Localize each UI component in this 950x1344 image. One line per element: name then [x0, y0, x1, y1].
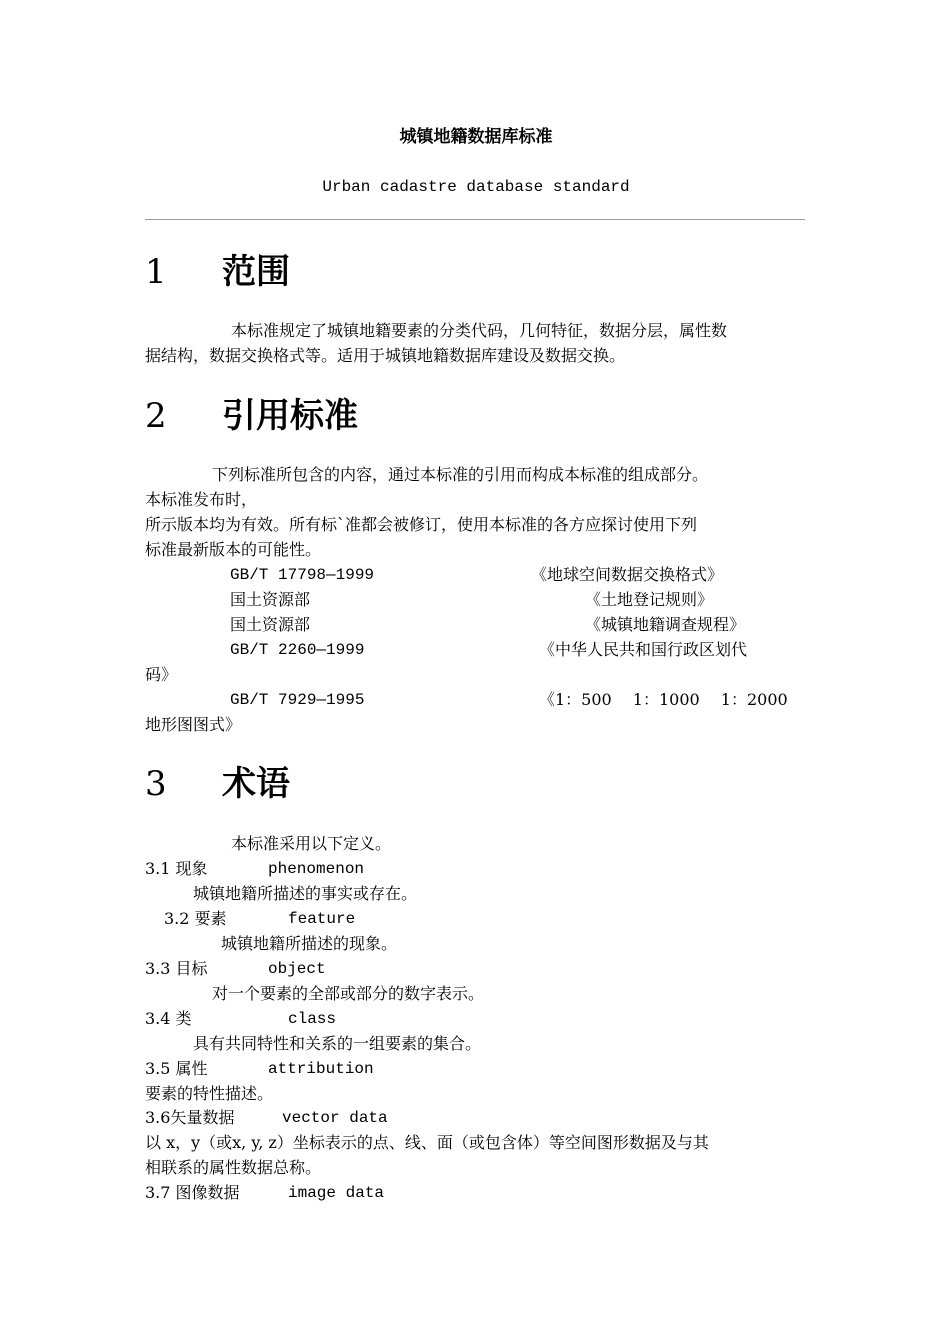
term-id: 3.2 要素 — [164, 909, 227, 928]
reference-title: 《地球空间数据交换格式》 — [531, 565, 724, 584]
term-english: feature — [288, 910, 356, 928]
section-title: 引用标准 — [222, 396, 358, 436]
term-definition: 具有共同特性和关系的一组要素的集合。 — [193, 1034, 482, 1053]
paragraph-line: 本标准规定了城镇地籍要素的分类代码，几何特征，数据分层，属性数 — [231, 321, 728, 340]
section-number: 3 — [145, 764, 167, 804]
reference-title: 《城镇地籍调查规程》 — [585, 615, 746, 634]
reference-code: GB/T 2260—1999 — [230, 641, 365, 659]
reference-title-continuation: 地形图图式》 — [145, 715, 242, 734]
term-id: 3.4 类 — [145, 1009, 192, 1028]
reference-code: GB/T 7929—1995 — [230, 691, 365, 709]
reference-title: 《1：500 1：1000 1：2000 — [539, 690, 788, 709]
section-3-heading — [145, 764, 290, 804]
term-definition: 对一个要素的全部或部分的数字表示。 — [212, 984, 485, 1003]
paragraph-line: 据结构，数据交换格式等。适用于城镇地籍数据库建设及数据交换。 — [145, 346, 626, 365]
term-id: 3.7 图像数据 — [145, 1183, 240, 1202]
section-number: 1 — [145, 252, 167, 292]
term-english: attribution — [268, 1060, 374, 1078]
paragraph-line: 标准最新版本的可能性。 — [145, 540, 322, 559]
paragraph-line: 本标准发布时， — [145, 490, 258, 509]
reference-title: 《中华人民共和国行政区划代 — [539, 640, 748, 659]
reference-code: 国土资源部 — [230, 615, 311, 634]
term-english: object — [268, 960, 326, 978]
paragraph-line: 本标准采用以下定义。 — [231, 834, 392, 853]
paragraph-line: 所示版本均为有效。所有标`准都会被修订，使用本标准的各方应探讨使用下列 — [145, 515, 698, 534]
term-id: 3.1 现象 — [145, 859, 208, 878]
term-english: phenomenon — [268, 860, 365, 878]
reference-title: 《土地登记规则》 — [585, 590, 714, 609]
term-definition: 城镇地籍所描述的现象。 — [221, 934, 398, 953]
title-divider — [145, 219, 805, 220]
term-id: 3.3 目标 — [145, 959, 208, 978]
term-english: image data — [288, 1184, 385, 1202]
term-definition: 以 x，y（或x, y, z）坐标表示的点、线、面（或包含体）等空间图形数据及与其 — [145, 1133, 709, 1152]
term-id: 3.6矢量数据 — [145, 1108, 235, 1127]
term-definition: 城镇地籍所描述的事实或存在。 — [193, 884, 418, 903]
reference-code: GB/T 17798—1999 — [230, 566, 375, 584]
section-2-heading — [145, 396, 358, 436]
term-definition: 要素的特性描述。 — [145, 1084, 274, 1103]
section-1-heading — [145, 252, 290, 292]
document-subtitle: Urban cadastre database standard — [322, 178, 630, 196]
section-title: 术语 — [222, 764, 290, 804]
term-definition: 相联系的属性数据总称。 — [145, 1158, 322, 1177]
term-english: class — [288, 1010, 337, 1028]
section-title: 范围 — [222, 252, 290, 292]
term-id: 3.5 属性 — [145, 1059, 208, 1078]
paragraph-line: 下列标准所包含的内容，通过本标准的引用而构成本标准的组成部分。 — [212, 465, 709, 484]
reference-code: 国土资源部 — [230, 590, 311, 609]
reference-title-continuation: 码》 — [145, 665, 178, 684]
document-title: 城镇地籍数据库标准 — [399, 127, 553, 147]
section-number: 2 — [145, 396, 167, 436]
term-english: vector data — [282, 1109, 388, 1127]
